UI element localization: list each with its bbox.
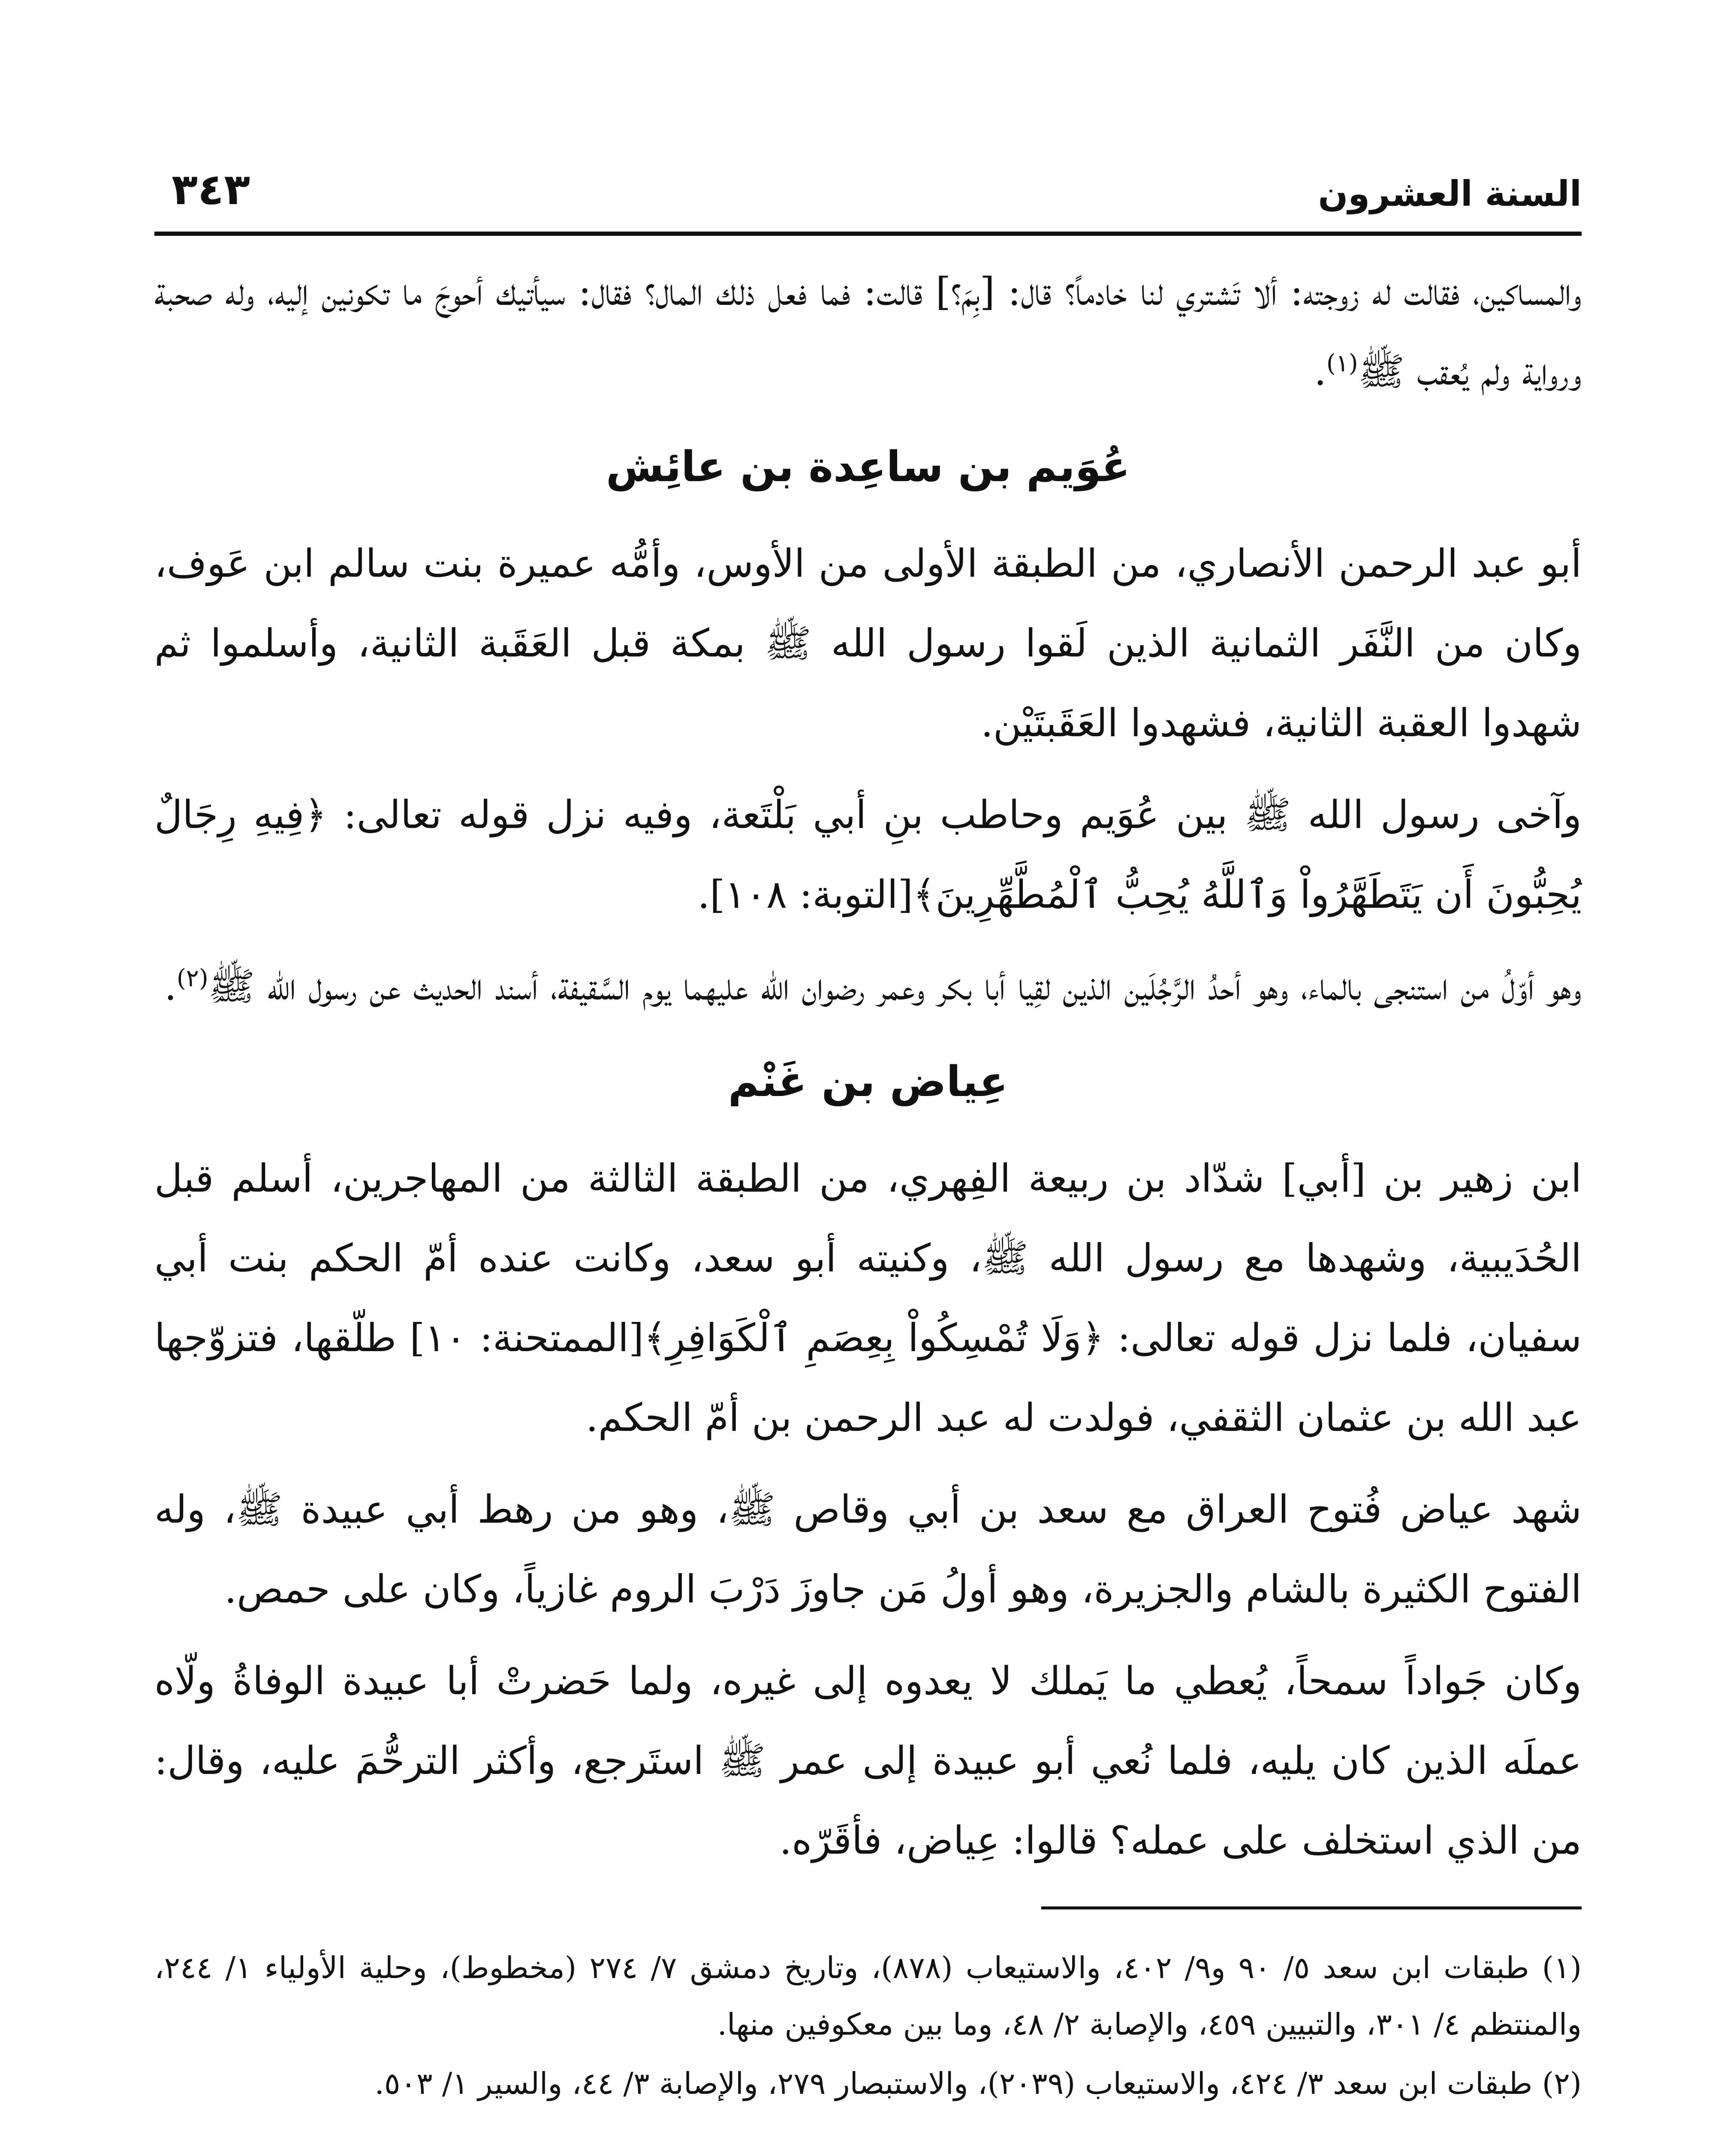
footnote-2: (٢) طبقات ابن سعد ٣/ ٤٢٤، والاستيعاب (٢٠٣٩)، والاستبصار ٢٧٩، والإصابة ٣/ ٤٤، والسير ١/ ٥٠٣.: [374, 2066, 1582, 2101]
entry-title-uwaym: عُوَيم بن ساعِدة بن عائِش: [606, 443, 1130, 491]
paragraph-end: .: [1314, 349, 1326, 394]
running-title: السنة العشرون: [1318, 174, 1582, 214]
footnote-reference-2: (٢): [176, 964, 208, 992]
paragraph: وكان جَواداً سمحاً، يُعطي ما يَملك لا يعدوه إلى غيره، ولما حَضرتْ أبا عبيدة الوفاةُ ولّاه عملَه الذين كان يليه، فلما نُعي أبو عبيدة إلى عمر ﷺ استَرجع، وأكثر الترحُّمَ عليه، وقال: من الذي استخلف على عمله؟ قالوا: عِياض، فأقَرّه.: [154, 1659, 1582, 1863]
entry-title-iyad: عِياض بن غَنْم: [728, 1057, 1008, 1106]
running-header: [154, 142, 1582, 236]
paragraph: شهد عياض فُتوح العراق مع سعد بن أبي وقاص ﷺ، وهو من رهط أبي عبيدة ﷺ، وله الفتوح الكثيرة بالشام والجزيرة، وهو أولُ مَن جاوزَ دَرْبَ الروم غازياً، وكان على حمص.: [154, 1487, 1582, 1612]
page-number: ٣٤٣: [172, 164, 250, 214]
paragraph-text: وهو أوّلُ من استنجى بالماء، وهو أحدُ الرَّجُلَين الذين لقِيا أبا بكر وعمر رضوان الله عليهما يوم السَّقيفة، أسند الحديث عن رسول الله ﷺ: [208, 964, 1582, 1009]
paragraph: وآخى رسول الله ﷺ بين عُوَيم وحاطب بنِ أبي بَلْتَعة، وفيه نزل قوله تعالى: ﴿فِيهِ رِجَالٌ يُحِبُّونَ أَن يَتَطَهَّرُواْ وَٱللَّهُ يُحِبُّ ٱلْمُطَّهِّرِينَ﴾[التوبة: ١٠٨].: [154, 792, 1582, 917]
footnote-1: (١) طبقات ابن سعد ٥/ ٩٠ و٩/ ٤٠٢، والاستيعاب (٨٧٨)، وتاريخ دمشق ٧/ ٢٧٤ (مخطوط)، وحلية الأولياء ١/ ٢٤٤، والمنتظم ٤/ ٣٠١، والتبيين ٤٥٩، والإصابة ٢/ ٤٨، وما بين معكوفين منها.: [154, 1950, 1582, 2042]
main-text: [154, 252, 1582, 1881]
footnote-reference-1: (١): [1326, 349, 1358, 377]
footnotes: [154, 1939, 1582, 2112]
paragraph: [154, 947, 1582, 1027]
paragraph-text: والمساكين، فقالت له زوجته: ألا تَشتري لنا خادماً؟ قال: [بِمَ؟] قالت: فما فعل ذلك المال؟ فقال: سيأتيك أحوجَ ما تكونين إليه، وله صحبة ورواية ولم يُعقب ﷺ: [154, 269, 1582, 394]
paragraph-continuation: [154, 252, 1582, 412]
paragraph: أبو عبد الرحمن الأنصاري، من الطبقة الأولى من الأوس، وأمُّه عميرة بنت سالم ابن عَوف، وكان من النَّفَر الثمانية الذين لَقوا رسول الله ﷺ بمكة قبل العَقَبة الثانية، وأسلموا ثم شهدوا العقبة الثانية، فشهدوا العَقَبتَيْن.: [154, 541, 1582, 746]
footnote-separator: [1041, 1906, 1582, 1909]
paragraph: ابن زهير بن [أبي] شدّاد بن ربيعة الفِهري، من الطبقة الثالثة من المهاجرين، أسلم قبل الحُدَيبية، وشهدها مع رسول الله ﷺ، وكنيته أبو سعد، وكانت عنده أمّ الحكم بنت أبي سفيان، فلما نزل قوله تعالى: ﴿وَلَا تُمْسِكُواْ بِعِصَمِ ٱلْكَوَافِرِ﴾[الممتحنة: ١٠] طلّقها، فتزوّجها عبد الله بن عثمان الثقفي، فولدت له عبد الرحمن بن أمّ الحكم.: [154, 1156, 1582, 1440]
paragraph-end: .: [164, 964, 177, 1009]
